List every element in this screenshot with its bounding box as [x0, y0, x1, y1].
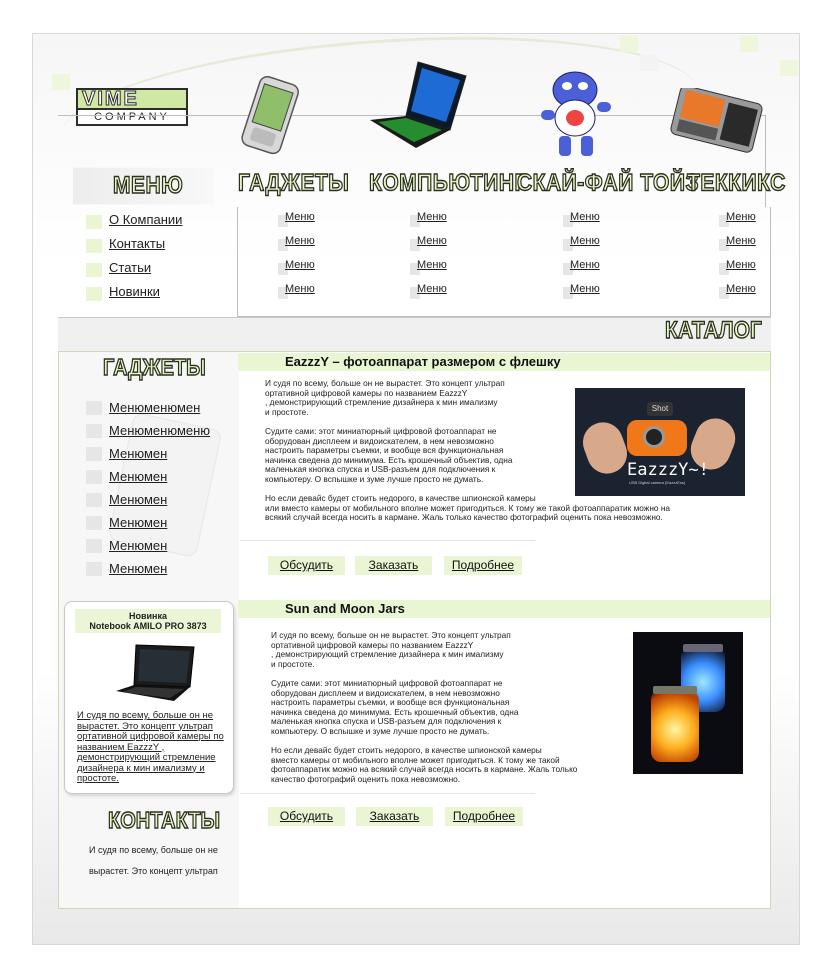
bullet-square [86, 539, 102, 553]
new-product-name[interactable]: Notebook AMILO PRO 3873 [89, 621, 207, 631]
menu-heading: МЕНЮ [73, 168, 213, 205]
photo-small-caption: USB Digital camera (EazzzEss) [629, 480, 686, 485]
gadget-category-link[interactable]: Менюмен [109, 515, 168, 530]
decorative-square [52, 74, 70, 90]
article-title[interactable]: EazzzY – фотоаппарат размером с флешку [285, 354, 561, 369]
article-title[interactable]: Sun and Moon Jars [285, 601, 405, 616]
left-menu-link-articles[interactable]: Статьи [109, 260, 152, 275]
robot-toy-image [531, 66, 623, 162]
logo-sub-text: COMPANY [76, 110, 188, 126]
bullet-square [86, 287, 102, 301]
decorative-square [620, 36, 638, 52]
bullet-square [86, 447, 102, 461]
submenu-link[interactable]: Меню [417, 259, 447, 271]
article-paragraph: Судите сами: этот миниатюрный цифровой фотоаппарат не оборудован дисплеем и видоискателем, в нем невозможно настроить параметры съемки, и вообще вся функциональная начинка сведена до минимума. Есть крошечный объектив, одна маленькая кнопка спуска и USB-разъем для подключения к компьютеру. О вспышке и зуме лучше просто не думать. [271, 677, 519, 736]
bullet-square [86, 239, 102, 253]
gadget-category-link[interactable]: Менюмен [109, 538, 168, 553]
submenu-link[interactable]: Меню [285, 259, 315, 271]
new-product-header [75, 609, 221, 633]
gadget-category-link[interactable]: Менюмен [109, 446, 168, 461]
article-divider [240, 540, 535, 541]
sidebar-gadgets-heading: ГАДЖЕТЫ [103, 355, 206, 381]
submenu-link[interactable]: Меню [726, 235, 756, 247]
bullet-square [86, 263, 102, 277]
bullet-square [86, 493, 102, 507]
submenu-link[interactable]: Меню [570, 235, 600, 247]
gadget-category-link[interactable]: Менюменюмен [109, 400, 201, 415]
submenu-link[interactable]: Меню [417, 235, 447, 247]
article-paragraph: И судя по всему, больше он не вырастет. Это концепт ультрап ортативной цифровой камеры по названием EazzzY , демонстрирующий стремление дизайнера к мин имализму и простоте. [271, 630, 511, 669]
article-paragraph: Судите сами: этот миниатюрный цифровой фотоаппарат не оборудован дисплеем и видоискателем, в нем невозможно настроить параметры съемки, и вообще вся функциональная начинка сведена до минимума. Есть крошечный объектив, одна маленькая кнопка спуска и USB-разъем для подключения к компьютеру. О вспышке и зуме лучше просто не думать. [265, 425, 513, 484]
new-product-label: Новинка [128, 611, 167, 621]
order-button[interactable]: Заказать [355, 556, 432, 575]
left-menu-link-about[interactable]: О Компании [109, 212, 183, 227]
eazzzy-camera-photo [575, 388, 745, 496]
bullet-square [86, 516, 102, 530]
laptop-image [366, 60, 471, 152]
gadget-category-link[interactable]: Менюменюменю [109, 423, 211, 438]
pda-phone-image [668, 88, 764, 154]
gadget-category-link[interactable]: Менюмен [109, 469, 168, 484]
smartphone-image [238, 76, 308, 156]
catalog-heading: КАТАЛОГ [665, 317, 762, 344]
submenu-link[interactable]: Меню [570, 259, 600, 271]
submenu-link[interactable]: Меню [726, 283, 756, 295]
sidebar-contacts-heading: КОНТАКТЫ [108, 808, 221, 834]
notebook-image[interactable] [114, 643, 198, 705]
submenu-link[interactable]: Меню [417, 211, 447, 223]
article-body [271, 631, 621, 794]
decorative-square [640, 55, 658, 71]
order-button[interactable]: Заказать [356, 807, 433, 826]
submenu-link[interactable]: Меню [726, 259, 756, 271]
bullet-square [86, 562, 102, 576]
bullet-square [86, 424, 102, 438]
nav-gadgets[interactable]: ГАДЖЕТЫ [238, 169, 350, 197]
article-divider [240, 793, 535, 794]
discuss-button[interactable]: Обсудить [268, 807, 345, 826]
bullet-square [86, 215, 102, 229]
bullet-square [86, 401, 102, 415]
discuss-button[interactable]: Обсудить [268, 556, 345, 575]
submenu-link[interactable]: Меню [570, 211, 600, 223]
photo-badge: Shot [647, 402, 673, 416]
logo-main-text: VIME [76, 88, 188, 110]
nav-computing[interactable]: КОМПЬЮТИНГ [369, 169, 527, 197]
nav-technics[interactable]: ТЕККИКС [687, 169, 786, 197]
sun-moon-jars-photo [633, 632, 743, 774]
submenu-link[interactable]: Меню [570, 283, 600, 295]
article-title-bar [238, 353, 770, 371]
article-paragraph: И судя по всему, больше он не вырастет. Это концепт ультрап ортативной цифровой камеры по названием EazzzY , демонстрирующий стремление дизайнера к мин имализму и простоте. [265, 378, 505, 417]
nav-scifi-toys[interactable]: СКАЙ-ФАЙ ТОЙЗ [517, 169, 700, 197]
article-title-bar [238, 600, 770, 618]
new-product-description[interactable]: И судя по всему, больше он не вырастет. Это концепт ультрап ортативной цифровой камеры по названием EazzzY , демонстрирующий стремление дизайнера к мин имализму и простоте. [77, 710, 224, 784]
submenu-link[interactable]: Меню [285, 235, 315, 247]
article-paragraph: Но если девайс будет стоить недорого, в качестве шпионской камеры вместо камеры от мобильного вполне может пригодиться. К тому же такой фотоаппаратик можно на всякий случай всегда носить в кармане. Жаль только качество фотографий оценить пока невозможно. [271, 745, 578, 784]
left-menu-link-contacts[interactable]: Контакты [109, 236, 166, 251]
photo-caption: EazzzY~! [627, 460, 709, 480]
article-paragraph: Но если девайс будет стоить недорого, в качестве шпионской камеры или вместо камеры от мобильного вполне может пригодиться. К тому же такой фотоаппаратик можно на всякий случай всегда носить в кармане. Жаль только качество фотографий оценить пока невозможно. [265, 493, 671, 523]
contacts-text: И судя по всему, больше он не вырастет. Это концепт ультрап [89, 845, 218, 876]
gadget-category-link[interactable]: Менюмен [109, 561, 168, 576]
submenu-box [237, 207, 771, 317]
more-button[interactable]: Подробнее [445, 807, 523, 826]
submenu-link[interactable]: Меню [726, 211, 756, 223]
submenu-link[interactable]: Меню [285, 211, 315, 223]
gadget-category-link[interactable]: Менюмен [109, 492, 168, 507]
left-menu-link-news[interactable]: Новинки [109, 284, 160, 299]
decorative-square [740, 36, 758, 52]
bullet-square [86, 470, 102, 484]
submenu-link[interactable]: Меню [285, 283, 315, 295]
submenu-link[interactable]: Меню [417, 283, 447, 295]
more-button[interactable]: Подробнее [444, 556, 522, 575]
decorative-square [780, 60, 798, 76]
